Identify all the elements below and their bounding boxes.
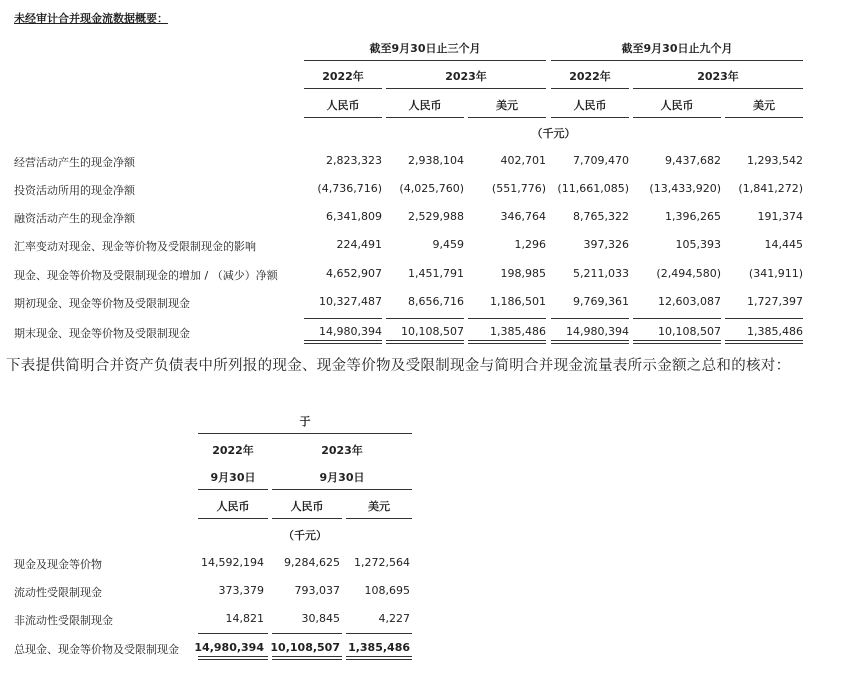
cell-value: 7,709,470 bbox=[573, 154, 629, 167]
row-label: 汇率变动对现金、现金等价物及受限制现金的影响 bbox=[14, 240, 256, 253]
double-underline bbox=[386, 340, 464, 344]
cell-value: 14,592,194 bbox=[201, 556, 264, 569]
cell-value: 10,108,507 bbox=[658, 325, 721, 338]
double-underline bbox=[198, 656, 268, 660]
year-header: 2022年 bbox=[569, 70, 611, 83]
divider bbox=[725, 117, 803, 118]
currency-header: 人民币 bbox=[216, 500, 250, 513]
divider bbox=[386, 318, 464, 319]
double-underline bbox=[304, 340, 382, 344]
row-label: 期末现金、现金等价物及受限制现金 bbox=[14, 327, 190, 340]
cell-value: 14,980,394 bbox=[194, 641, 264, 654]
cell-value: 4,227 bbox=[378, 612, 410, 625]
row-label: 非流动性受限制现金 bbox=[14, 614, 113, 627]
currency-header: 人民币 bbox=[573, 99, 607, 112]
cell-value: 1,296 bbox=[514, 238, 546, 251]
cell-value: 12,603,087 bbox=[658, 295, 721, 308]
cell-value: 14,821 bbox=[225, 612, 264, 625]
year-header: 2022年 bbox=[212, 444, 254, 457]
cell-value: (11,661,085) bbox=[557, 182, 629, 195]
currency-header: 人民币 bbox=[290, 500, 324, 513]
double-underline bbox=[272, 656, 342, 660]
cell-value: 8,765,322 bbox=[573, 210, 629, 223]
divider bbox=[468, 117, 546, 118]
cell-value: (4,025,760) bbox=[399, 182, 464, 195]
cell-value: 2,823,323 bbox=[326, 154, 382, 167]
cell-value: 1,451,791 bbox=[408, 267, 464, 280]
reconciliation-note: 下表提供简明合并资产负债表中所列报的现金、现金等价物及受限制现金与简明合并现金流量表所示金额之总和的核对： bbox=[6, 358, 791, 374]
cell-value: 14,980,394 bbox=[566, 325, 629, 338]
cell-value: 224,491 bbox=[336, 238, 382, 251]
cell-value: 9,459 bbox=[432, 238, 464, 251]
cell-value: 191,374 bbox=[757, 210, 803, 223]
page-title: 未经审计合并现金流数据概要： bbox=[14, 12, 168, 25]
row-label: 现金、现金等价物及受限制现金的增加 / （减少）净额 bbox=[14, 269, 278, 282]
row-label: 现金及现金等价物 bbox=[14, 558, 102, 571]
cell-value: 346,764 bbox=[500, 210, 546, 223]
cell-value: 397,326 bbox=[583, 238, 629, 251]
cell-value: 30,845 bbox=[301, 612, 340, 625]
date-header: 9月30日 bbox=[319, 471, 365, 484]
cell-value: (1,841,272) bbox=[738, 182, 803, 195]
divider bbox=[346, 518, 412, 519]
cell-value: (551,776) bbox=[491, 182, 546, 195]
cell-value: 9,769,361 bbox=[573, 295, 629, 308]
cell-value: 2,938,104 bbox=[408, 154, 464, 167]
currency-header: 人民币 bbox=[408, 99, 442, 112]
row-label: 融资活动产生的现金净额 bbox=[14, 212, 135, 225]
cell-value: 1,396,265 bbox=[665, 210, 721, 223]
divider bbox=[304, 60, 546, 61]
unit-label: （千元） bbox=[531, 127, 576, 140]
group-header-as-of: 于 bbox=[299, 415, 311, 428]
divider bbox=[272, 489, 412, 490]
divider bbox=[346, 633, 412, 634]
cell-value: 2,529,988 bbox=[408, 210, 464, 223]
unit-label: （千元） bbox=[283, 529, 327, 542]
double-underline bbox=[633, 340, 721, 344]
divider bbox=[198, 633, 268, 634]
currency-header: 人民币 bbox=[326, 99, 360, 112]
divider bbox=[272, 633, 342, 634]
cell-value: 373,379 bbox=[218, 584, 264, 597]
date-header: 9月30日 bbox=[210, 471, 256, 484]
cell-value: 4,652,907 bbox=[326, 267, 382, 280]
divider bbox=[386, 88, 546, 89]
divider bbox=[304, 318, 382, 319]
cell-value: 1,727,397 bbox=[747, 295, 803, 308]
divider bbox=[198, 489, 268, 490]
divider bbox=[633, 88, 803, 89]
currency-header: 人民币 bbox=[660, 99, 694, 112]
cell-value: 1,385,486 bbox=[747, 325, 803, 338]
divider bbox=[198, 518, 268, 519]
year-header: 2023年 bbox=[445, 70, 487, 83]
cell-value: 1,385,486 bbox=[490, 325, 546, 338]
cell-value: 10,108,507 bbox=[270, 641, 340, 654]
cell-value: 402,701 bbox=[500, 154, 546, 167]
row-label: 经营活动产生的现金净额 bbox=[14, 156, 135, 169]
divider bbox=[272, 518, 342, 519]
group-header-three-months: 截至9月30日止三个月 bbox=[369, 42, 481, 55]
divider bbox=[468, 318, 546, 319]
cell-value: 14,445 bbox=[764, 238, 803, 251]
cell-value: 1,186,501 bbox=[490, 295, 546, 308]
cell-value: 1,272,564 bbox=[354, 556, 410, 569]
currency-header: 美元 bbox=[368, 500, 390, 513]
divider bbox=[304, 88, 382, 89]
cell-value: 14,980,394 bbox=[319, 325, 382, 338]
double-underline bbox=[725, 340, 803, 344]
currency-header: 美元 bbox=[496, 99, 518, 112]
divider bbox=[198, 433, 412, 434]
divider bbox=[551, 60, 803, 61]
group-header-nine-months: 截至9月30日止九个月 bbox=[621, 42, 733, 55]
row-label: 流动性受限制现金 bbox=[14, 586, 102, 599]
divider bbox=[386, 117, 464, 118]
cell-value: 793,037 bbox=[294, 584, 340, 597]
cell-value: 105,393 bbox=[675, 238, 721, 251]
divider bbox=[725, 318, 803, 319]
cell-value: 8,656,716 bbox=[408, 295, 464, 308]
cell-value: 9,437,682 bbox=[665, 154, 721, 167]
divider bbox=[551, 318, 629, 319]
divider bbox=[551, 88, 629, 89]
cell-value: 10,108,507 bbox=[401, 325, 464, 338]
divider bbox=[551, 117, 629, 118]
currency-header: 美元 bbox=[753, 99, 775, 112]
divider bbox=[633, 318, 721, 319]
cell-value: (2,494,580) bbox=[656, 267, 721, 280]
cell-value: 9,284,625 bbox=[284, 556, 340, 569]
divider bbox=[304, 117, 382, 118]
cell-value: (4,736,716) bbox=[317, 182, 382, 195]
year-header: 2023年 bbox=[697, 70, 739, 83]
double-underline bbox=[346, 656, 412, 660]
cell-value: 198,985 bbox=[500, 267, 546, 280]
year-header: 2022年 bbox=[322, 70, 364, 83]
cell-value: 1,293,542 bbox=[747, 154, 803, 167]
cell-value: (13,433,920) bbox=[649, 182, 721, 195]
year-header: 2023年 bbox=[321, 444, 363, 457]
cell-value: 5,211,033 bbox=[573, 267, 629, 280]
divider bbox=[633, 117, 721, 118]
double-underline bbox=[468, 340, 546, 344]
row-label: 投资活动所用的现金净额 bbox=[14, 184, 135, 197]
cell-value: 1,385,486 bbox=[348, 641, 410, 654]
double-underline bbox=[551, 340, 629, 344]
row-label: 期初现金、现金等价物及受限制现金 bbox=[14, 297, 190, 310]
cell-value: 108,695 bbox=[364, 584, 410, 597]
row-label: 总现金、现金等价物及受限制现金 bbox=[14, 643, 179, 656]
cell-value: 10,327,487 bbox=[319, 295, 382, 308]
cell-value: 6,341,809 bbox=[326, 210, 382, 223]
cell-value: (341,911) bbox=[748, 267, 803, 280]
